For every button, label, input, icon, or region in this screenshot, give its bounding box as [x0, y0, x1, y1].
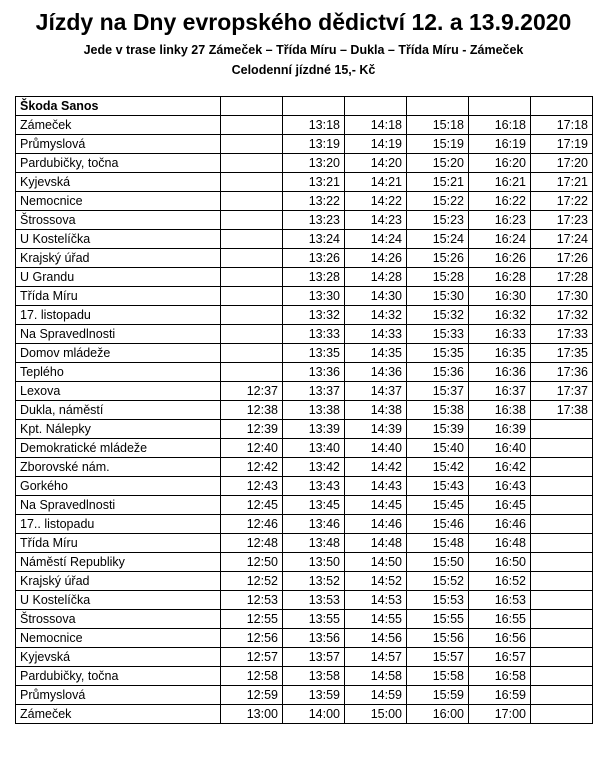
- stop-name: 17. listopadu: [16, 306, 221, 325]
- departure-time: 16:38: [469, 401, 531, 420]
- departure-time: 15:50: [407, 553, 469, 572]
- departure-time: 14:19: [345, 135, 407, 154]
- departure-time: 13:46: [283, 515, 345, 534]
- timetable-row: [16, 154, 593, 173]
- stop-name: Krajský úřad: [16, 572, 221, 591]
- stop-name: Demokratické mládeže: [16, 439, 221, 458]
- timetable-row: [16, 667, 593, 686]
- timetable-row: [16, 420, 593, 439]
- departure-time: 16:50: [469, 553, 531, 572]
- departure-time: 15:32: [407, 306, 469, 325]
- stop-name: Kpt. Nálepky: [16, 420, 221, 439]
- departure-time: 13:19: [283, 135, 345, 154]
- timetable-row: [16, 192, 593, 211]
- departure-time: 15:24: [407, 230, 469, 249]
- departure-time: 14:58: [345, 667, 407, 686]
- departure-time: 14:26: [345, 249, 407, 268]
- fare-info: Celodenní jízdné 15,- Kč: [231, 63, 376, 77]
- departure-time: 17:18: [531, 116, 593, 135]
- timetable-row: [16, 705, 593, 724]
- stop-name: Kyjevská: [16, 648, 221, 667]
- stop-name: U Kostelíčka: [16, 230, 221, 249]
- departure-time: 16:20: [469, 154, 531, 173]
- departure-time: 14:28: [345, 268, 407, 287]
- departure-time: 17:20: [531, 154, 593, 173]
- departure-time: [221, 306, 283, 325]
- departure-time: 15:28: [407, 268, 469, 287]
- departure-time: 15:39: [407, 420, 469, 439]
- departure-time: [531, 553, 593, 572]
- departure-time: 13:35: [283, 344, 345, 363]
- departure-time: 16:56: [469, 629, 531, 648]
- departure-time: 13:24: [283, 230, 345, 249]
- departure-time: 14:20: [345, 154, 407, 173]
- departure-time: 13:30: [283, 287, 345, 306]
- departure-time: 14:00: [283, 705, 345, 724]
- stop-name: Na Spravedlnosti: [16, 325, 221, 344]
- departure-time: 13:58: [283, 667, 345, 686]
- departure-time: 16:26: [469, 249, 531, 268]
- timetable-row: [16, 610, 593, 629]
- stop-name: Třída Míru: [16, 287, 221, 306]
- departure-time: 13:38: [283, 401, 345, 420]
- timetable-row: [16, 515, 593, 534]
- stop-name: Náměstí Republiky: [16, 553, 221, 572]
- stop-name: Nemocnice: [16, 192, 221, 211]
- departure-time: 14:43: [345, 477, 407, 496]
- departure-time: 15:30: [407, 287, 469, 306]
- departure-time: 15:20: [407, 154, 469, 173]
- departure-time: 16:23: [469, 211, 531, 230]
- departure-time: 17:35: [531, 344, 593, 363]
- departure-time: 15:48: [407, 534, 469, 553]
- timetable-row: [16, 249, 593, 268]
- departure-time: [531, 610, 593, 629]
- departure-time: 16:32: [469, 306, 531, 325]
- departure-time: 13:42: [283, 458, 345, 477]
- timetable-row: [16, 439, 593, 458]
- departure-time: 16:39: [469, 420, 531, 439]
- departure-time: 14:23: [345, 211, 407, 230]
- departure-time: 17:24: [531, 230, 593, 249]
- departure-time: 16:19: [469, 135, 531, 154]
- stop-name: Štrossova: [16, 211, 221, 230]
- timetable-row: [16, 572, 593, 591]
- departure-time: 12:50: [221, 553, 283, 572]
- departure-time: 15:33: [407, 325, 469, 344]
- timetable-row: [16, 648, 593, 667]
- departure-time: 14:37: [345, 382, 407, 401]
- departure-time: 17:19: [531, 135, 593, 154]
- departure-time: [531, 667, 593, 686]
- stop-name: Štrossova: [16, 610, 221, 629]
- departure-time: 15:59: [407, 686, 469, 705]
- departure-time: 12:48: [221, 534, 283, 553]
- departure-time: 13:18: [283, 116, 345, 135]
- departure-time: 14:18: [345, 116, 407, 135]
- stop-name: Pardubičky, točna: [16, 154, 221, 173]
- departure-time: [531, 534, 593, 553]
- timetable-row: [16, 553, 593, 572]
- departure-time: 12:52: [221, 572, 283, 591]
- departure-time: 14:40: [345, 439, 407, 458]
- stop-name: Lexova: [16, 382, 221, 401]
- stop-name: Zámeček: [16, 116, 221, 135]
- timetable-row: [16, 211, 593, 230]
- timetable-row: [16, 458, 593, 477]
- timetable-row: [16, 268, 593, 287]
- stop-name: Pardubičky, točna: [16, 667, 221, 686]
- departure-time: 12:37: [221, 382, 283, 401]
- departure-time: 17:22: [531, 192, 593, 211]
- departure-time: [531, 705, 593, 724]
- departure-time: 12:42: [221, 458, 283, 477]
- departure-time: 16:59: [469, 686, 531, 705]
- stop-name: Krajský úřad: [16, 249, 221, 268]
- departure-time: 13:26: [283, 249, 345, 268]
- timetable-row: [16, 477, 593, 496]
- departure-time: 15:19: [407, 135, 469, 154]
- timetable-body: [16, 97, 593, 724]
- departure-time: 15:56: [407, 629, 469, 648]
- stop-name: Průmyslová: [16, 686, 221, 705]
- stop-name: U Kostelíčka: [16, 591, 221, 610]
- departure-time: [531, 686, 593, 705]
- departure-time: 13:32: [283, 306, 345, 325]
- departure-time: 13:21: [283, 173, 345, 192]
- departure-time: [221, 135, 283, 154]
- departure-time: 15:52: [407, 572, 469, 591]
- stop-name: 17.. listopadu: [16, 515, 221, 534]
- departure-time: [531, 629, 593, 648]
- route-description: Jede v trase linky 27 Zámeček – Třída Míru – Dukla – Třída Míru - Zámeček: [83, 43, 524, 57]
- departure-time: 13:53: [283, 591, 345, 610]
- departure-time: 16:58: [469, 667, 531, 686]
- header-cell: [407, 97, 469, 116]
- departure-time: 14:39: [345, 420, 407, 439]
- header-cell: [221, 97, 283, 116]
- timetable-row: [16, 363, 593, 382]
- departure-time: 13:56: [283, 629, 345, 648]
- timetable-row: [16, 325, 593, 344]
- departure-time: 14:24: [345, 230, 407, 249]
- departure-time: 15:18: [407, 116, 469, 135]
- departure-time: 16:21: [469, 173, 531, 192]
- departure-time: 13:59: [283, 686, 345, 705]
- departure-time: 15:26: [407, 249, 469, 268]
- departure-time: 16:35: [469, 344, 531, 363]
- departure-time: 13:37: [283, 382, 345, 401]
- departure-time: 14:59: [345, 686, 407, 705]
- departure-time: 17:36: [531, 363, 593, 382]
- stop-name: Zámeček: [16, 705, 221, 724]
- stop-name: U Grandu: [16, 268, 221, 287]
- departure-time: 16:55: [469, 610, 531, 629]
- departure-time: 14:53: [345, 591, 407, 610]
- departure-time: 16:45: [469, 496, 531, 515]
- departure-time: 17:32: [531, 306, 593, 325]
- timetable-row: [16, 629, 593, 648]
- departure-time: 17:33: [531, 325, 593, 344]
- departure-time: 14:50: [345, 553, 407, 572]
- stop-name: Nemocnice: [16, 629, 221, 648]
- departure-time: 14:46: [345, 515, 407, 534]
- timetable-row: [16, 344, 593, 363]
- stop-name: Gorkého: [16, 477, 221, 496]
- departure-time: 13:22: [283, 192, 345, 211]
- departure-time: 17:30: [531, 287, 593, 306]
- departure-time: 12:43: [221, 477, 283, 496]
- departure-time: 12:58: [221, 667, 283, 686]
- departure-time: 17:23: [531, 211, 593, 230]
- departure-time: 14:38: [345, 401, 407, 420]
- departure-time: 16:46: [469, 515, 531, 534]
- departure-time: 16:24: [469, 230, 531, 249]
- departure-time: 16:52: [469, 572, 531, 591]
- departure-time: 15:21: [407, 173, 469, 192]
- depot-name: Škoda Sanos: [16, 97, 221, 116]
- departure-time: 12:59: [221, 686, 283, 705]
- departure-time: 13:23: [283, 211, 345, 230]
- departure-time: 12:57: [221, 648, 283, 667]
- departure-time: [531, 572, 593, 591]
- departure-time: 15:43: [407, 477, 469, 496]
- departure-time: 15:35: [407, 344, 469, 363]
- departure-time: 14:42: [345, 458, 407, 477]
- departure-time: [531, 420, 593, 439]
- departure-time: 14:52: [345, 572, 407, 591]
- departure-time: [221, 192, 283, 211]
- departure-time: 16:43: [469, 477, 531, 496]
- departure-time: 16:37: [469, 382, 531, 401]
- departure-time: 13:55: [283, 610, 345, 629]
- departure-time: 16:48: [469, 534, 531, 553]
- page-title: Jízdy na Dny evropského dědictví 12. a 13.9.2020: [35, 9, 572, 35]
- timetable-row: [16, 401, 593, 420]
- header-cell: [283, 97, 345, 116]
- departure-time: 15:42: [407, 458, 469, 477]
- stop-name: Dukla, náměstí: [16, 401, 221, 420]
- departure-time: [221, 249, 283, 268]
- departure-time: 15:58: [407, 667, 469, 686]
- stop-name: Na Spravedlnosti: [16, 496, 221, 515]
- departure-time: 12:40: [221, 439, 283, 458]
- stop-name: Teplého: [16, 363, 221, 382]
- departure-time: 16:53: [469, 591, 531, 610]
- departure-time: 12:46: [221, 515, 283, 534]
- departure-time: [221, 287, 283, 306]
- timetable-header-row: [16, 97, 593, 116]
- stop-name: Průmyslová: [16, 135, 221, 154]
- timetable-row: [16, 382, 593, 401]
- stop-name: Zborovské nám.: [16, 458, 221, 477]
- departure-time: 15:57: [407, 648, 469, 667]
- timetable-row: [16, 686, 593, 705]
- departure-time: 14:45: [345, 496, 407, 515]
- departure-time: 15:22: [407, 192, 469, 211]
- timetable-row: [16, 116, 593, 135]
- departure-time: 16:40: [469, 439, 531, 458]
- timetable-row: [16, 534, 593, 553]
- departure-time: 13:33: [283, 325, 345, 344]
- departure-time: 12:38: [221, 401, 283, 420]
- departure-time: 13:20: [283, 154, 345, 173]
- departure-time: [531, 515, 593, 534]
- departure-time: 13:48: [283, 534, 345, 553]
- departure-time: 14:30: [345, 287, 407, 306]
- departure-time: 16:00: [407, 705, 469, 724]
- departure-time: 16:33: [469, 325, 531, 344]
- departure-time: 13:50: [283, 553, 345, 572]
- departure-time: 16:57: [469, 648, 531, 667]
- departure-time: [531, 458, 593, 477]
- departure-time: 12:53: [221, 591, 283, 610]
- timetable-row: [16, 135, 593, 154]
- timetable-row: [16, 287, 593, 306]
- departure-time: [221, 268, 283, 287]
- departure-time: 13:43: [283, 477, 345, 496]
- timetable-row: [16, 230, 593, 249]
- departure-time: [221, 325, 283, 344]
- departure-time: 17:38: [531, 401, 593, 420]
- departure-time: 12:56: [221, 629, 283, 648]
- departure-time: 16:30: [469, 287, 531, 306]
- departure-time: 14:56: [345, 629, 407, 648]
- departure-time: 14:22: [345, 192, 407, 211]
- departure-time: 13:57: [283, 648, 345, 667]
- departure-time: 15:53: [407, 591, 469, 610]
- departure-time: 13:39: [283, 420, 345, 439]
- departure-time: 14:33: [345, 325, 407, 344]
- departure-time: [221, 363, 283, 382]
- departure-time: [531, 648, 593, 667]
- departure-time: [221, 211, 283, 230]
- departure-time: 17:00: [469, 705, 531, 724]
- departure-time: 14:57: [345, 648, 407, 667]
- departure-time: [531, 439, 593, 458]
- departure-time: 14:55: [345, 610, 407, 629]
- departure-time: 16:28: [469, 268, 531, 287]
- departure-time: 15:23: [407, 211, 469, 230]
- timetable-row: [16, 173, 593, 192]
- departure-time: [531, 496, 593, 515]
- stop-name: Kyjevská: [16, 173, 221, 192]
- departure-time: 17:37: [531, 382, 593, 401]
- departure-time: 13:40: [283, 439, 345, 458]
- stop-name: Domov mládeže: [16, 344, 221, 363]
- departure-time: 17:21: [531, 173, 593, 192]
- timetable-row: [16, 591, 593, 610]
- departure-time: 15:40: [407, 439, 469, 458]
- departure-time: 15:55: [407, 610, 469, 629]
- departure-time: [531, 591, 593, 610]
- departure-time: 16:22: [469, 192, 531, 211]
- departure-time: 15:46: [407, 515, 469, 534]
- departure-time: 16:36: [469, 363, 531, 382]
- departure-time: 14:36: [345, 363, 407, 382]
- departure-time: 15:36: [407, 363, 469, 382]
- departure-time: 17:28: [531, 268, 593, 287]
- departure-time: 12:39: [221, 420, 283, 439]
- departure-time: [221, 116, 283, 135]
- departure-time: 13:00: [221, 705, 283, 724]
- departure-time: 12:55: [221, 610, 283, 629]
- departure-time: 15:45: [407, 496, 469, 515]
- departure-time: 14:32: [345, 306, 407, 325]
- departure-time: [221, 230, 283, 249]
- departure-time: [221, 344, 283, 363]
- header-cell: [531, 97, 593, 116]
- departure-time: 16:18: [469, 116, 531, 135]
- departure-time: 17:26: [531, 249, 593, 268]
- departure-time: 14:48: [345, 534, 407, 553]
- timetable: [15, 96, 593, 724]
- departure-time: [221, 173, 283, 192]
- departure-time: 13:36: [283, 363, 345, 382]
- departure-time: 15:00: [345, 705, 407, 724]
- departure-time: 14:21: [345, 173, 407, 192]
- departure-time: [531, 477, 593, 496]
- timetable-row: [16, 306, 593, 325]
- departure-time: 12:45: [221, 496, 283, 515]
- header-cell: [345, 97, 407, 116]
- departure-time: 13:52: [283, 572, 345, 591]
- header-cell: [469, 97, 531, 116]
- departure-time: [221, 154, 283, 173]
- departure-time: 14:35: [345, 344, 407, 363]
- timetable-row: [16, 496, 593, 515]
- departure-time: 15:38: [407, 401, 469, 420]
- departure-time: 13:45: [283, 496, 345, 515]
- departure-time: 15:37: [407, 382, 469, 401]
- departure-time: 13:28: [283, 268, 345, 287]
- stop-name: Třída Míru: [16, 534, 221, 553]
- departure-time: 16:42: [469, 458, 531, 477]
